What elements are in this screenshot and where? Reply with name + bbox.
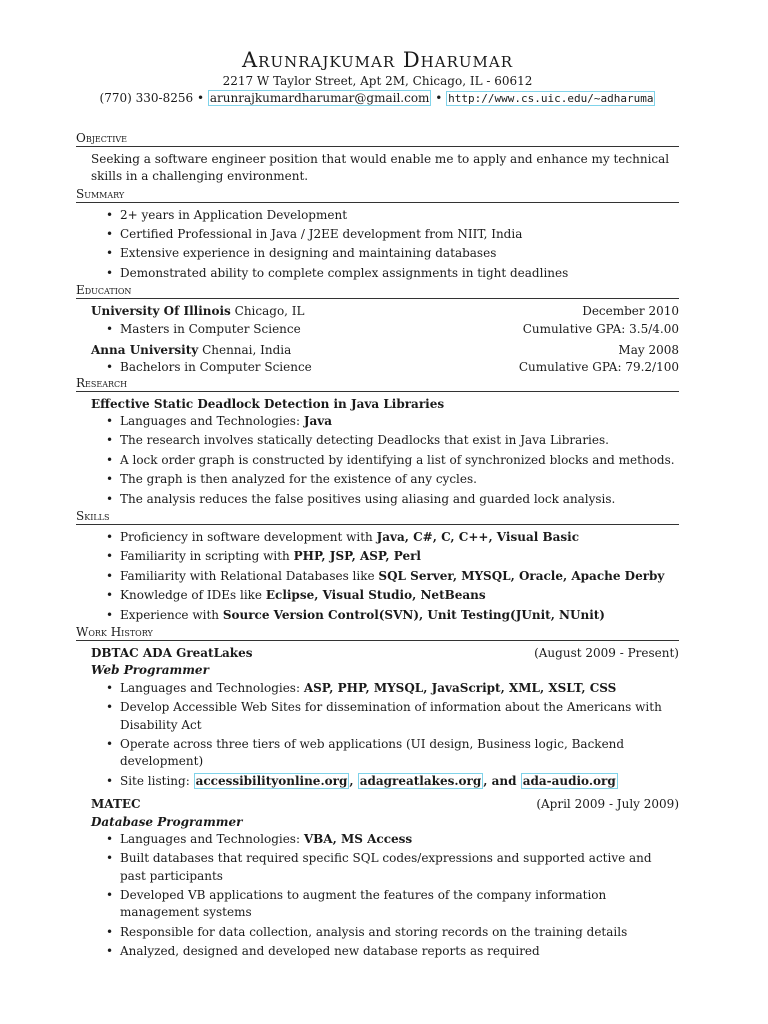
school-location: Chicago, IL: [234, 304, 305, 319]
job-header: [76, 645, 679, 662]
list-item: [106, 529, 679, 546]
lang-value: Java: [303, 414, 333, 429]
job-list: [76, 831, 679, 961]
lang-prefix: Languages and Technologies:: [120, 831, 304, 846]
gpa: Cumulative GPA: 3.5/4.00: [522, 321, 679, 336]
degree-row: [76, 321, 679, 338]
site-link-ada-audio[interactable]: ada-audio.org: [522, 773, 616, 788]
company-name: DBTAC ADA GreatLakes: [91, 645, 253, 660]
list-item: • Extensive experience in designing and maintaining databases: [106, 245, 679, 262]
list-item: • Responsible for data collection, analysis and storing records on the training details: [106, 924, 679, 941]
list-item: • Built databases that required specific SQL codes/expressions and supported active and past participants: [106, 850, 679, 885]
job-role: Database Programmer: [91, 814, 243, 829]
school-location: Chennai, India: [202, 342, 292, 357]
list-item: • Analyzed, designed and developed new database reports as required: [106, 943, 679, 960]
school-row: [76, 342, 679, 359]
section-title-research: Research: [76, 377, 679, 392]
section-title-skills: Skills: [76, 510, 679, 525]
section-title-work-history: Work History: [76, 626, 679, 641]
skill-value: Eclipse, Visual Studio, NetBeans: [265, 588, 486, 603]
objective-text: Seeking a software engineer position that would enable me to apply and enhance my technical skills in a challenging environment.: [91, 151, 670, 184]
site-separator: , and: [483, 773, 521, 788]
site-separator: ,: [349, 773, 358, 788]
website-link[interactable]: http://www.cs.uic.edu/~adharuma: [448, 92, 654, 106]
skill-prefix: Knowledge of IDEs like: [120, 588, 266, 603]
list-item: • 2+ years in Application Development: [106, 207, 679, 224]
site-prefix: Site listing:: [120, 773, 194, 788]
list-item: [106, 831, 679, 848]
list-item: [106, 587, 679, 604]
work-history-section: [76, 626, 679, 961]
research-list: [76, 413, 679, 508]
list-item: • A lock order graph is constructed by identifying a list of synchronized blocks and methods.: [106, 452, 679, 469]
job-role: Web Programmer: [91, 663, 209, 678]
section-title-summary: Summary: [76, 188, 679, 203]
summary-list: [76, 207, 679, 283]
list-item: [106, 413, 679, 430]
skill-value: PHP, JSP, ASP, Perl: [293, 549, 421, 564]
school-name: Anna University: [91, 342, 199, 357]
list-item: [106, 773, 679, 790]
skill-prefix: Experience with: [120, 607, 223, 622]
site-link-accessibilityonline[interactable]: accessibilityonline.org: [195, 773, 348, 788]
job-list: [76, 680, 679, 790]
list-item: [106, 568, 679, 585]
skill-prefix: Familiarity with Relational Databases like: [120, 568, 379, 583]
address-line: 2217 W Taylor Street, Apt 2M, Chicago, IL - 60612: [222, 74, 533, 88]
list-item: • The analysis reduces the false positives using aliasing and guarded lock analysis.: [106, 491, 679, 508]
skill-prefix: Proficiency in software development with: [120, 530, 377, 545]
phone-number: (770) 330-8256: [99, 91, 194, 106]
skill-value: Java, C#, C, C++, Visual Basic: [376, 530, 579, 545]
degree: • Masters in Computer Science: [106, 321, 301, 338]
summary-section: [76, 188, 679, 283]
list-item: • Certified Professional in Java / J2EE development from NIIT, India: [106, 226, 679, 243]
candidate-name: Arunrajkumar Dharumar: [241, 48, 513, 72]
skill-value: Source Version Control(SVN), Unit Testing(JUnit, NUnit): [222, 607, 605, 622]
list-item: • Develop Accessible Web Sites for dissemination of information about the Americans with Disability Act: [106, 699, 679, 734]
research-section: [76, 377, 679, 508]
job-header: [76, 796, 679, 813]
list-item: • The research involves statically detecting Deadlocks that exist in Java Libraries.: [106, 432, 679, 449]
school-date: December 2010: [582, 304, 679, 319]
section-title-objective: Objective: [76, 132, 679, 147]
education-section: [76, 284, 679, 377]
lang-prefix: Languages and Technologies:: [120, 414, 304, 429]
resume-page: [76, 50, 679, 963]
school-row: [76, 303, 679, 320]
section-title-education: Education: [76, 284, 679, 299]
lang-value: VBA, MS Access: [303, 831, 413, 846]
school-heading: [91, 303, 305, 320]
separator-dot: •: [196, 91, 205, 106]
degree: • Bachelors in Computer Science: [106, 359, 312, 376]
skill-prefix: Familiarity in scripting with: [120, 549, 294, 564]
list-item: • Developed VB applications to augment the features of the company information management systems: [106, 887, 679, 922]
skills-list: [76, 529, 679, 624]
list-item: [106, 607, 679, 624]
objective-section: [76, 132, 679, 186]
school-heading: [91, 342, 291, 359]
school-date: May 2008: [618, 342, 679, 357]
list-item: • The graph is then analyzed for the existence of any cycles.: [106, 471, 679, 488]
skills-section: [76, 510, 679, 624]
list-item: [106, 680, 679, 697]
job-dates: (August 2009 - Present): [534, 645, 679, 660]
gpa: Cumulative GPA: 79.2/100: [518, 360, 679, 375]
list-item: [106, 548, 679, 565]
skill-value: SQL Server, MYSQL, Oracle, Apache Derby: [378, 568, 665, 583]
contact-line: [76, 90, 679, 107]
lang-prefix: Languages and Technologies:: [120, 680, 304, 695]
lang-value: ASP, PHP, MYSQL, JavaScript, XML, XSLT, CSS: [303, 680, 617, 695]
list-item: • Demonstrated ability to complete complex assignments in tight deadlines: [106, 265, 679, 282]
job-dates: (April 2009 - July 2009): [536, 797, 679, 812]
site-link-adagreatlakes[interactable]: adagreatlakes.org: [359, 773, 482, 788]
research-project-title: Effective Static Deadlock Detection in Java Libraries: [91, 396, 445, 411]
email-link[interactable]: arunrajkumardharumar@gmail.com: [209, 91, 430, 106]
company-name: MATEC: [91, 797, 141, 812]
list-item: • Operate across three tiers of web applications (UI design, Business logic, Backend development): [106, 736, 679, 771]
school-name: University Of Illinois: [91, 304, 231, 319]
degree-row: [76, 359, 679, 376]
separator-dot: •: [435, 91, 443, 106]
